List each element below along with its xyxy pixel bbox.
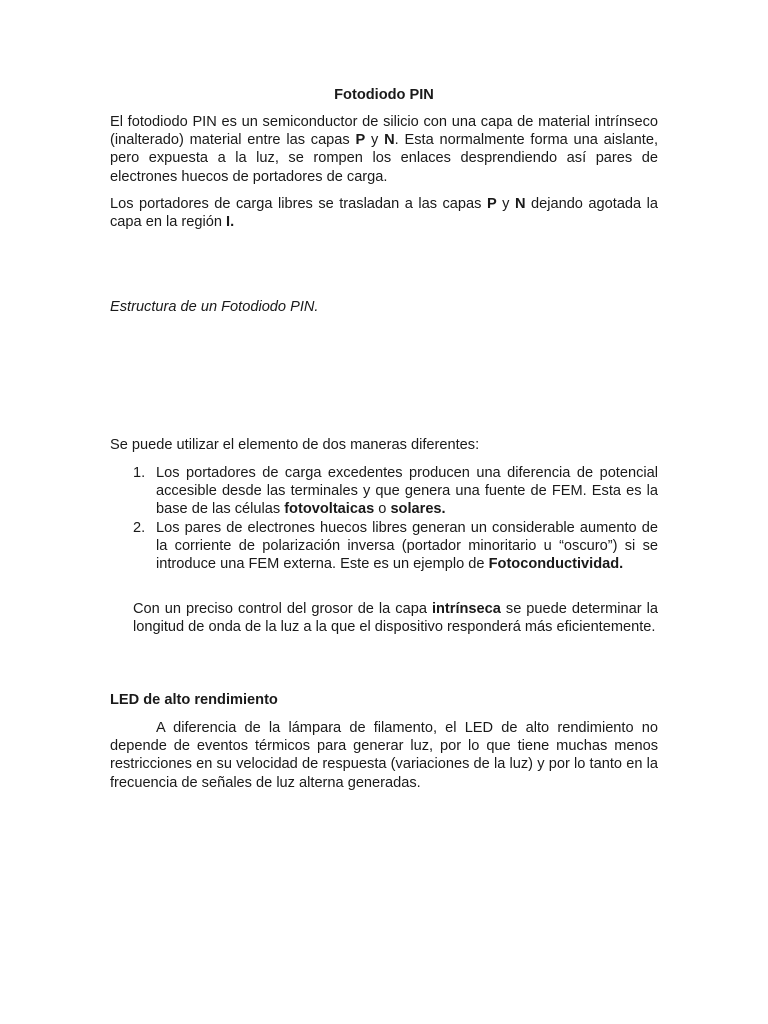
bold-n: N xyxy=(384,132,395,149)
paragraph-intro-text-c: y xyxy=(365,132,385,149)
paragraph-carriers-text-a: Los portadores de carga libres se trasladan a las capas xyxy=(110,196,487,212)
paragraph-led: A diferencia de la lámpara de filamento, el LED de alto rendimiento no depende de eventos térmicos para generar luz, por lo que tiene muchas menos restricciones en su velocidad de respuesta (variaciones de la luz) y por lo tanto en la frecuencia de señales de luz alterna generadas. xyxy=(110,720,658,791)
uses-list xyxy=(110,464,658,573)
list-item-text-a: Los portadores de carga excedentes producen una diferencia de potencial accesible desde las terminales y que genera una fuente de FEM. Esta es la base de las células xyxy=(156,465,658,518)
list-item-number: 1. xyxy=(133,465,146,481)
document-page xyxy=(110,0,658,1024)
paragraph-intro-text-a: El fotodiodo PIN es un semiconductor de silicio con una capa de material intrínseco (inalterado) material entre las capas xyxy=(110,114,658,149)
paragraph-uses: Se puede utilizar el elemento de dos maneras diferentes: xyxy=(110,437,480,453)
paragraph-intro xyxy=(110,113,658,186)
figure-caption: Estructura de un Fotodiodo PIN. xyxy=(110,299,319,315)
list-item xyxy=(110,464,658,519)
bold-intrinseca: intrínseca xyxy=(431,601,501,617)
bold-n: N xyxy=(514,196,526,212)
paragraph-carriers xyxy=(110,195,658,231)
bold-i: I. xyxy=(226,214,235,231)
list-item xyxy=(110,519,658,574)
list-item-text-a: Los pares de electrones huecos libres generan un considerable aumento de la corriente de polarización inversa (portador minoritario u “oscuro”) si se introduce una FEM externa. Este es un ejemplo de xyxy=(156,519,658,573)
paragraph-control-text-a: Con un preciso control del grosor de la capa xyxy=(133,601,432,617)
bold-p: P xyxy=(486,196,497,212)
document-title: Fotodiodo PIN xyxy=(334,87,434,103)
section-heading-led: LED de alto rendimiento xyxy=(110,692,278,708)
paragraph-carriers-text-c: y xyxy=(496,196,515,212)
list-item-number: 2. xyxy=(133,519,146,536)
bold-fotoconductividad: Fotoconductividad. xyxy=(488,556,624,573)
bold-solares: solares. xyxy=(390,501,446,518)
paragraph-control-text-c: se puede determinar la longitud de onda de la luz a la que el dispositivo responderá más eficientemente. xyxy=(133,601,659,636)
bold-p: P xyxy=(355,132,366,149)
list-item-text-c: o xyxy=(374,501,391,518)
bold-fotovoltaicas: fotovoltaicas xyxy=(284,501,375,518)
paragraph-intro-text-d: . Esta normalmente forma una aislante, pero expuesta a la luz, se rompen los enlaces desprendiendo así pares de electrones huecos de portadores de carga. xyxy=(110,132,659,185)
paragraph-carriers-text-d: dejando agotada la capa en la región xyxy=(110,196,659,231)
paragraph-control xyxy=(133,600,658,636)
